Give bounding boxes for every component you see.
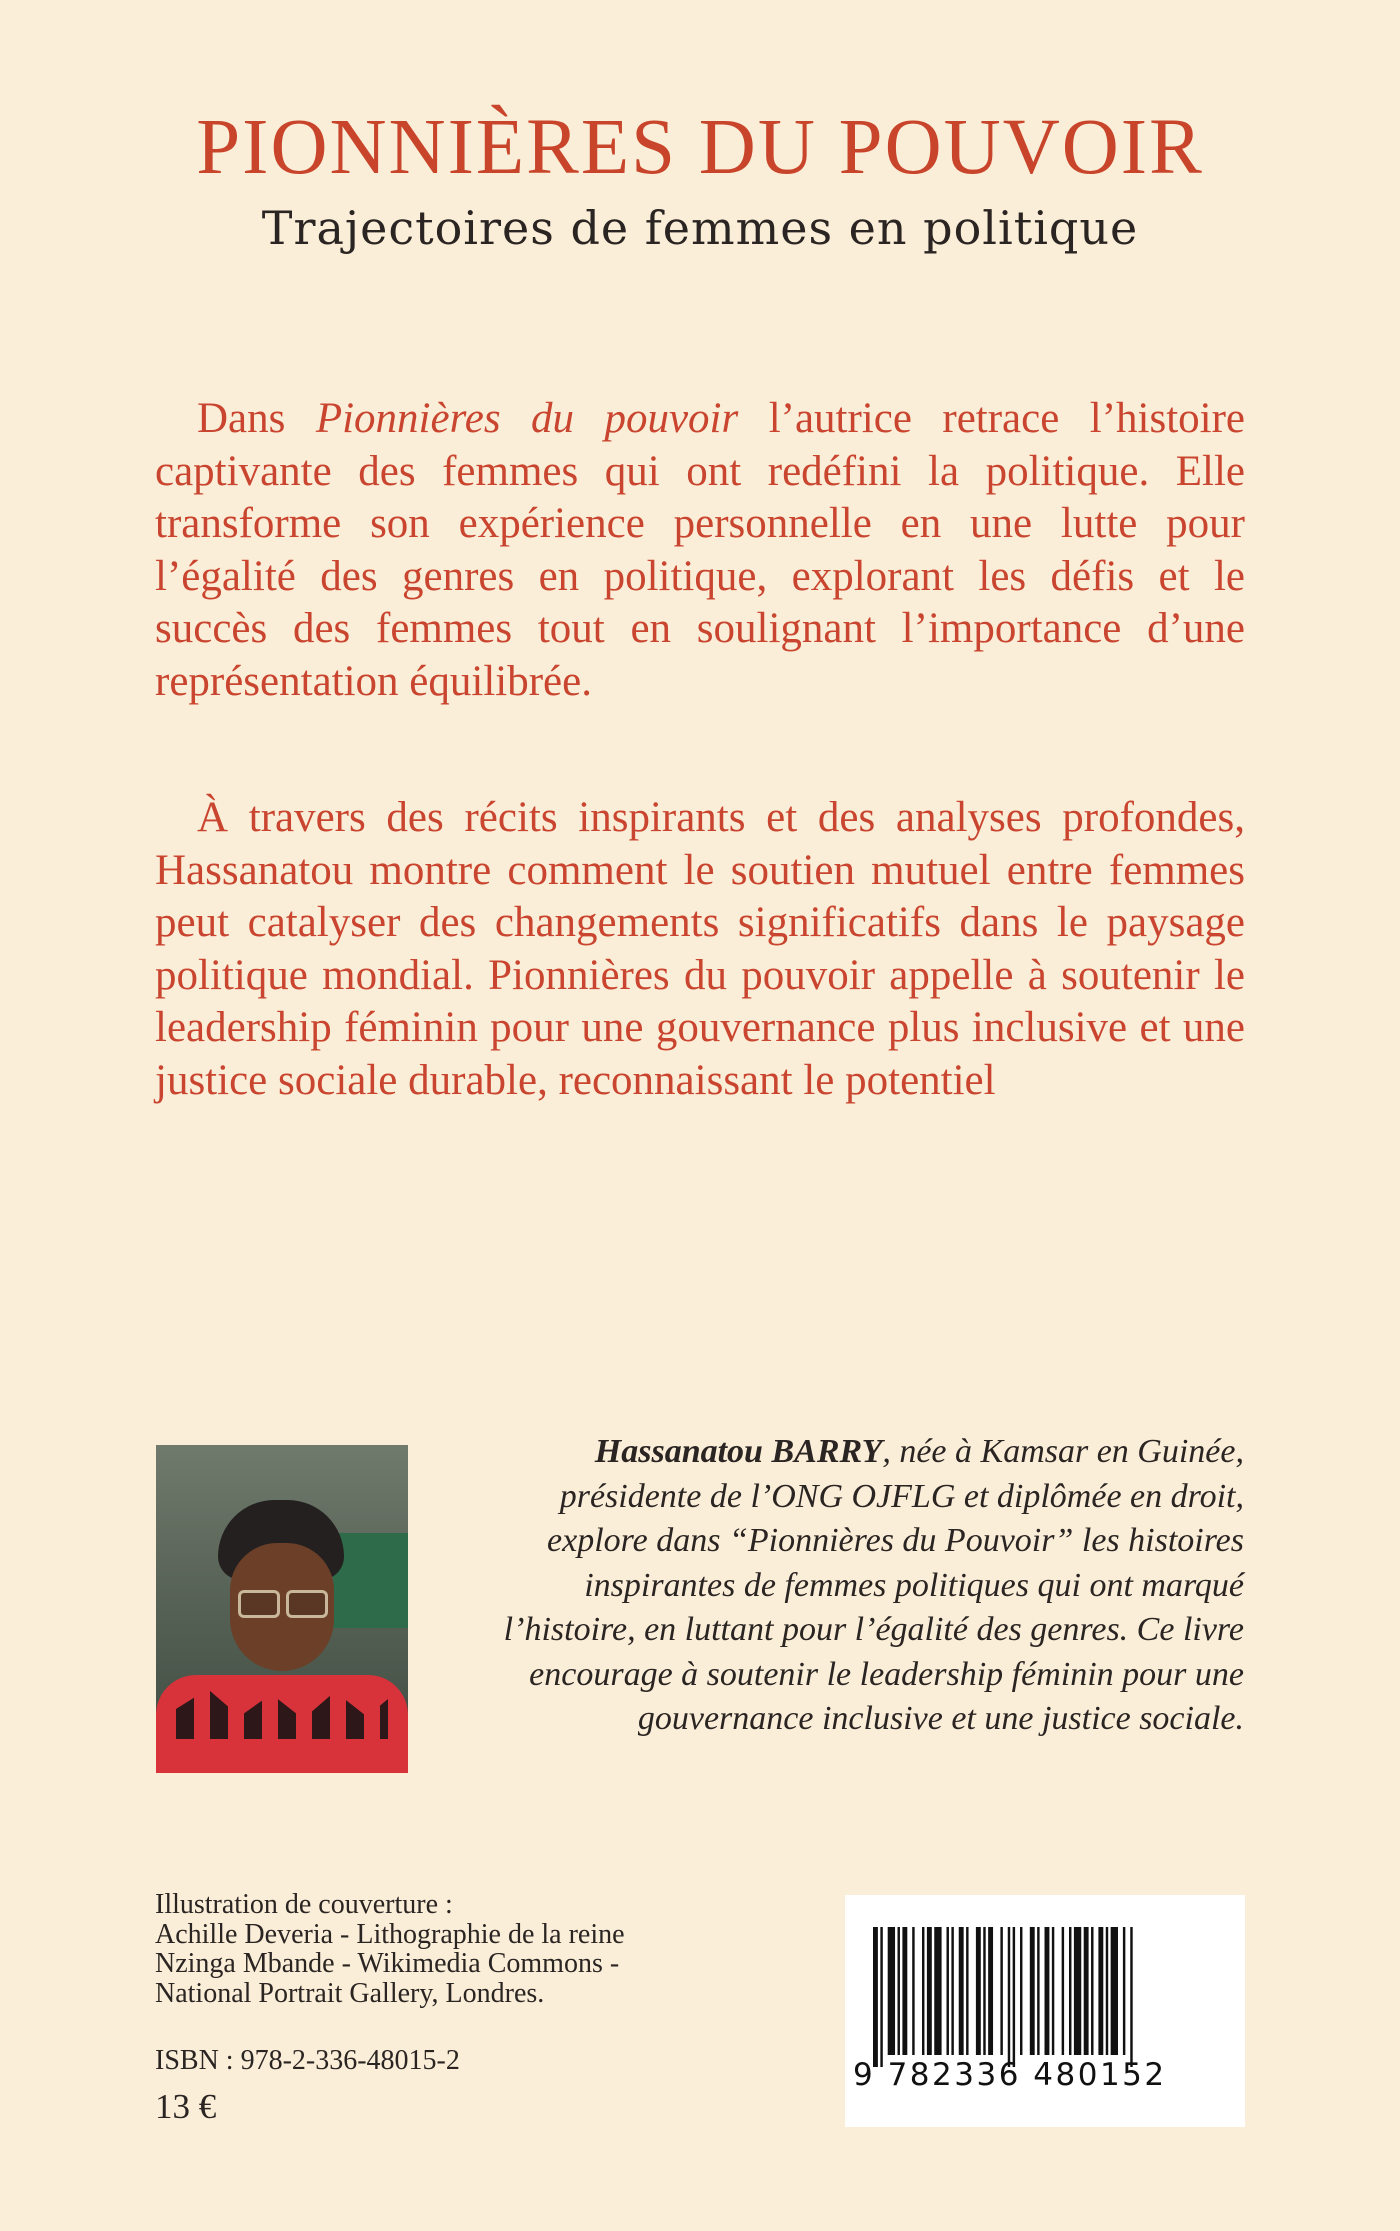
credits-line: Nzinga Mbande - Wikimedia Commons - (155, 1948, 620, 1979)
barcode-bar (1069, 1927, 1071, 2055)
barcode-bar (934, 1927, 941, 2055)
isbn: ISBN : 978-2-336-48015-2 (155, 2045, 460, 2076)
author-name: Hassanatou BARRY (594, 1433, 883, 1470)
barcode-bar (898, 1927, 900, 2055)
barcode-bar (1020, 1927, 1022, 2055)
barcode-bar (947, 1927, 949, 2055)
barcode-bar (1062, 1927, 1064, 2055)
credits-line: Achille Deveria - Lithographie de la reine (155, 1918, 625, 1950)
barcode-bar (1045, 1927, 1050, 2055)
barcode-bar (966, 1927, 968, 2055)
author-photo (156, 1445, 408, 1773)
barcode-bar (951, 1927, 953, 2055)
blurb-paragraph-1 (155, 393, 1245, 708)
barcode-bar (1074, 1927, 1081, 2055)
barcode-bars (867, 1927, 1223, 2067)
barcode-bar (888, 1927, 895, 2055)
blurb-paragraph-2: À travers des récits inspirants et des analyses profondes, Hassanatou montre comment le soutien mutuel entre femmes peut catalyser des changements significatifs dans le paysage politique mondial. Pionnières du pouvoir appelle à soutenir le leadership féminin pour une gouvernance plus inclusive et une justice sociale durable, reconnaissant le potentiel (155, 794, 1245, 1104)
barcode (845, 1895, 1245, 2127)
author-bio (458, 1430, 1244, 1742)
barcode-bar (1013, 1927, 1015, 2067)
credits-line: National Portrait Gallery, Londres. (155, 1977, 545, 2009)
barcode-bar (922, 1927, 924, 2055)
barcode-digits: 9 782336 480152 (853, 2057, 1167, 2093)
barcode-bar (902, 1927, 907, 2055)
barcode-bar (988, 1927, 993, 2055)
price: 13 € (155, 2087, 217, 2126)
barcode-bar (1123, 1927, 1125, 2055)
barcode-bar (1084, 1927, 1089, 2055)
barcode-bar (927, 1927, 932, 2055)
blurb-lead: Dans (197, 395, 316, 442)
blurb-book-title: Pionnières du pouvoir (315, 395, 739, 442)
barcode-bar (1008, 1927, 1010, 2067)
book-title: PIONNIÈRES DU POUVOIR (196, 104, 1204, 191)
barcode-bar (1111, 1927, 1118, 2055)
barcode-bar (873, 1927, 878, 2067)
barcode-bar (1037, 1927, 1039, 2055)
cover-credits (155, 1890, 775, 2008)
barcode-bar (976, 1927, 981, 2055)
barcode-bar (1106, 1927, 1108, 2055)
barcode-bar (912, 1927, 914, 2055)
barcode-bar (1098, 1927, 1103, 2055)
credits-line: Illustration de couverture : (155, 1889, 453, 1920)
barcode-bar (1130, 1927, 1132, 2067)
barcode-bar (1052, 1927, 1054, 2055)
barcode-bar (1000, 1927, 1002, 2055)
barcode-bar (1030, 1927, 1035, 2055)
author-bio-text: , née à Kamsar en Guinée, présidente de l’ONG OJFLG et diplômée en droit, explore dans “Pionnières du Pouvoir” les histoires inspirantes de femmes politiques qui ont marqué l’histoire, en luttant pour l’égalité des genres. Ce livre encourage à soutenir le leadership féminin pour une gouvernance inclusive et une justice sociale. (503, 1433, 1244, 1737)
barcode-bar (880, 1927, 882, 2067)
blurb-text: l’autrice retrace l’histoire captivante des femmes qui ont redéfini la politique. Elle transforme son expérience personnelle en une lutte pour l’égalité des genres en politique, explorant les défis et le succès des femmes tout en soulignant l’importance d’une représentation équilibrée. (155, 395, 1246, 705)
barcode-bar (959, 1927, 964, 2055)
barcode-bar (983, 1927, 985, 2055)
book-subtitle: Trajectoires de femmes en politique (261, 201, 1139, 255)
barcode-bar (1091, 1927, 1093, 2055)
